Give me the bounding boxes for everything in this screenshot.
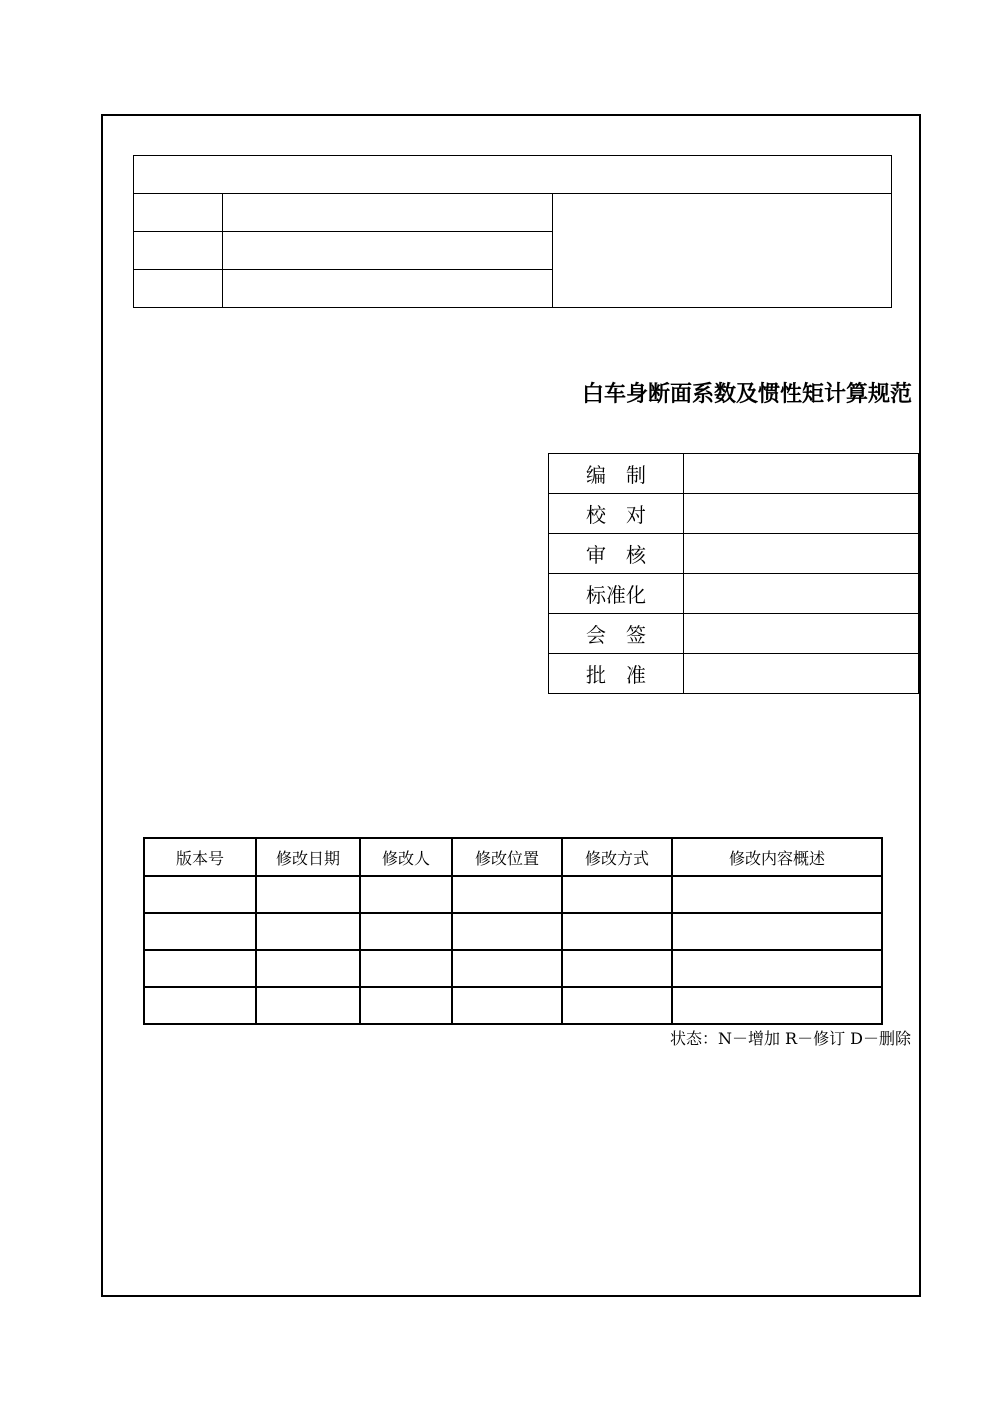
col-header-method: 修改方式 — [562, 838, 672, 876]
table-cell — [144, 913, 256, 950]
revision-header-row — [144, 838, 882, 876]
approval-value — [684, 614, 919, 654]
table-cell — [360, 913, 452, 950]
col-header-summary: 修改内容概述 — [672, 838, 882, 876]
table-cell — [256, 950, 360, 987]
table-row — [144, 913, 882, 950]
approval-table — [548, 453, 919, 694]
table-cell — [562, 876, 672, 913]
table-cell — [672, 950, 882, 987]
col-header-location: 修改位置 — [452, 838, 562, 876]
table-cell — [144, 950, 256, 987]
table-cell — [452, 987, 562, 1024]
table-row — [144, 876, 882, 913]
table-cell — [452, 913, 562, 950]
table-cell — [452, 876, 562, 913]
table-cell — [672, 987, 882, 1024]
table-cell — [360, 876, 452, 913]
approval-row — [549, 534, 919, 574]
table-cell — [672, 876, 882, 913]
approval-label: 会 签 — [549, 614, 684, 654]
document-title: 白车身断面系数及惯性矩计算规范 — [581, 381, 912, 407]
table-cell — [672, 913, 882, 950]
header-value-cell-2 — [222, 231, 553, 270]
table-row — [144, 950, 882, 987]
approval-row — [549, 574, 919, 614]
table-cell — [360, 950, 452, 987]
approval-label: 审 核 — [549, 534, 684, 574]
approval-label: 编 制 — [549, 454, 684, 494]
table-cell — [452, 950, 562, 987]
table-cell — [256, 913, 360, 950]
table-cell — [562, 913, 672, 950]
approval-label: 校 对 — [549, 494, 684, 534]
approval-row — [549, 454, 919, 494]
table-cell — [256, 876, 360, 913]
revision-table — [143, 837, 883, 1025]
header-table — [133, 155, 892, 308]
approval-row — [549, 614, 919, 654]
approval-label: 批 准 — [549, 654, 684, 694]
table-cell — [360, 987, 452, 1024]
approval-value — [684, 574, 919, 614]
table-cell — [144, 876, 256, 913]
approval-label: 标准化 — [549, 574, 684, 614]
table-cell — [144, 987, 256, 1024]
header-logo-cell — [552, 193, 892, 308]
header-title-cell — [133, 155, 892, 194]
approval-value — [684, 494, 919, 534]
table-cell — [562, 950, 672, 987]
table-cell — [256, 987, 360, 1024]
approval-row — [549, 494, 919, 534]
header-label-cell-1 — [133, 193, 223, 232]
col-header-version: 版本号 — [144, 838, 256, 876]
col-header-author: 修改人 — [360, 838, 452, 876]
status-legend: 状态：N－增加 R－修订 D－删除 — [669, 1029, 911, 1048]
col-header-date: 修改日期 — [256, 838, 360, 876]
header-value-cell-1 — [222, 193, 553, 232]
header-label-cell-3 — [133, 269, 223, 308]
approval-value — [684, 454, 919, 494]
header-value-cell-3 — [222, 269, 553, 308]
header-label-cell-2 — [133, 231, 223, 270]
approval-value — [684, 534, 919, 574]
approval-value — [684, 654, 919, 694]
table-cell — [562, 987, 672, 1024]
approval-row — [549, 654, 919, 694]
table-row — [144, 987, 882, 1024]
